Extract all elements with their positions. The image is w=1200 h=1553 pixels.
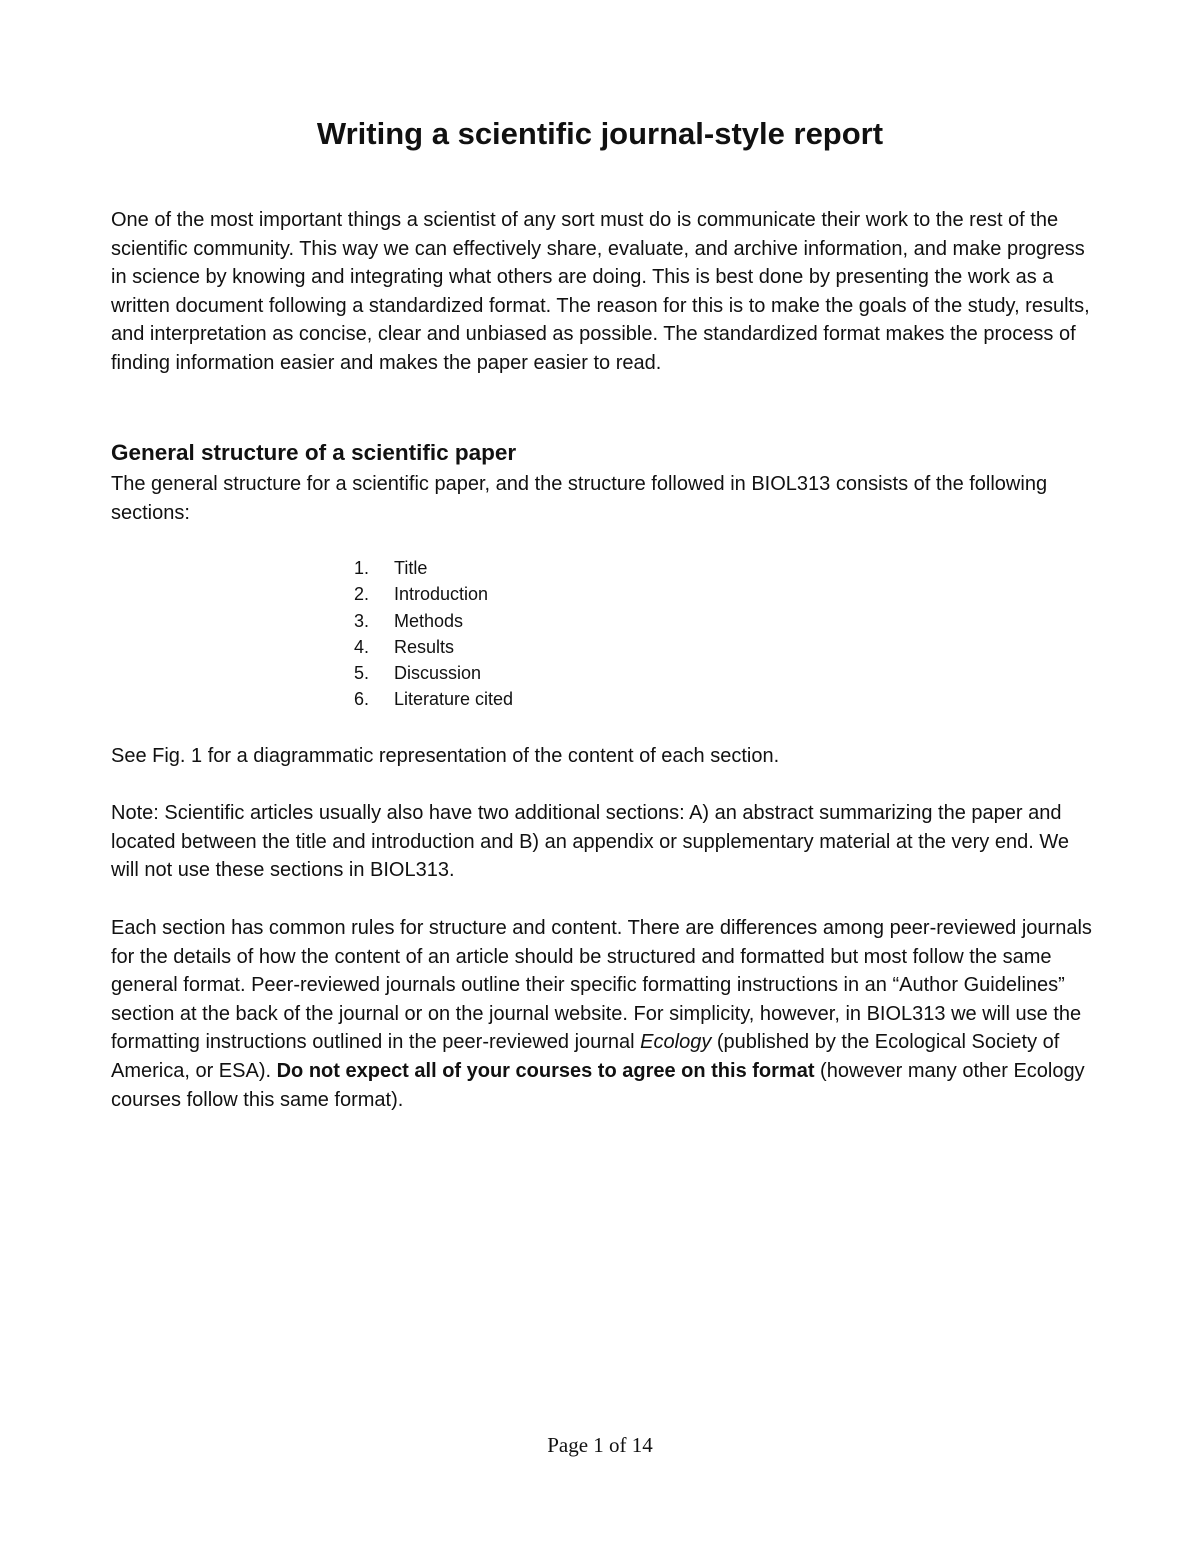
list-label: Title bbox=[394, 558, 428, 578]
list-label: Methods bbox=[394, 610, 464, 631]
format-warning: Do not expect all of your courses to agree on this format bbox=[276, 1059, 815, 1082]
note-paragraph: Note: Scientific articles usually also have two additional sections: A) an abstract summarizing the paper and located between the title and introduction and B) an appendix or supplementary material at the very end. We will not use these sections in BIOL313. bbox=[111, 802, 1069, 882]
journal-name: Ecology bbox=[640, 1031, 712, 1054]
list-number: 2. bbox=[354, 584, 370, 605]
document-title: Writing a scientific journal-style report bbox=[316, 116, 884, 151]
list-label: Discussion bbox=[394, 663, 482, 684]
figure-reference-paragraph: See Fig. 1 for a diagrammatic representation of the content of each section. bbox=[111, 745, 780, 767]
formatting-text: Each section has common rules for structure and content. There are differences among peer-reviewed journals for the details of how the content of an article should be structured and formatted but most follow the same general format. Peer-reviewed journals outline their specific formatting instructions in an “Author Guidelines” section at the back of the journal or on the journal website. For simplicity, however, in BIOL313 we will use the formatting instructions outlined in the peer-reviewed journal bbox=[111, 917, 1092, 1054]
formatting-text-cont: (published by the Ecological Society of America, or ESA). bbox=[111, 1031, 1060, 1082]
list-item bbox=[354, 581, 513, 607]
intro-paragraph: One of the most important things a scientist of any sort must do is communicate their work to the rest of the scientific community. This way we can effectively share, evaluate, and archive information, and make progress in science by knowing and integrating what others are doing. This is best done by presenting the work as a written document following a standardized format. The reason for this is to make the goals of the study, results, and interpretation as concise, clear and unbiased as possible. The standardized format makes the process of finding information easier and makes the paper easier to read. bbox=[111, 209, 1090, 374]
list-number: 4. bbox=[354, 636, 370, 657]
list-item bbox=[354, 555, 513, 581]
list-number: 6. bbox=[354, 689, 370, 710]
formatting-paragraph bbox=[111, 914, 1101, 1114]
list-number: 1. bbox=[354, 558, 370, 578]
list-item bbox=[354, 686, 513, 712]
list-item bbox=[354, 608, 513, 634]
formatting-text-end: (however many other Ecology courses follow this same format). bbox=[111, 1059, 1085, 1111]
page-footer: Page 1 of 14 bbox=[547, 1433, 653, 1457]
list-number: 5. bbox=[354, 663, 370, 684]
list-number: 3. bbox=[354, 610, 370, 631]
list-label: Results bbox=[394, 636, 455, 657]
list-label: Literature cited bbox=[394, 689, 514, 710]
structure-paragraph: The general structure for a scientific paper, and the structure followed in BIOL313 consists of the following sections: bbox=[111, 473, 1048, 524]
list-item bbox=[354, 634, 513, 660]
list-item bbox=[354, 660, 513, 686]
list-label: Introduction bbox=[394, 584, 489, 605]
section-heading: General structure of a scientific paper bbox=[111, 440, 517, 465]
sections-list bbox=[354, 555, 513, 713]
